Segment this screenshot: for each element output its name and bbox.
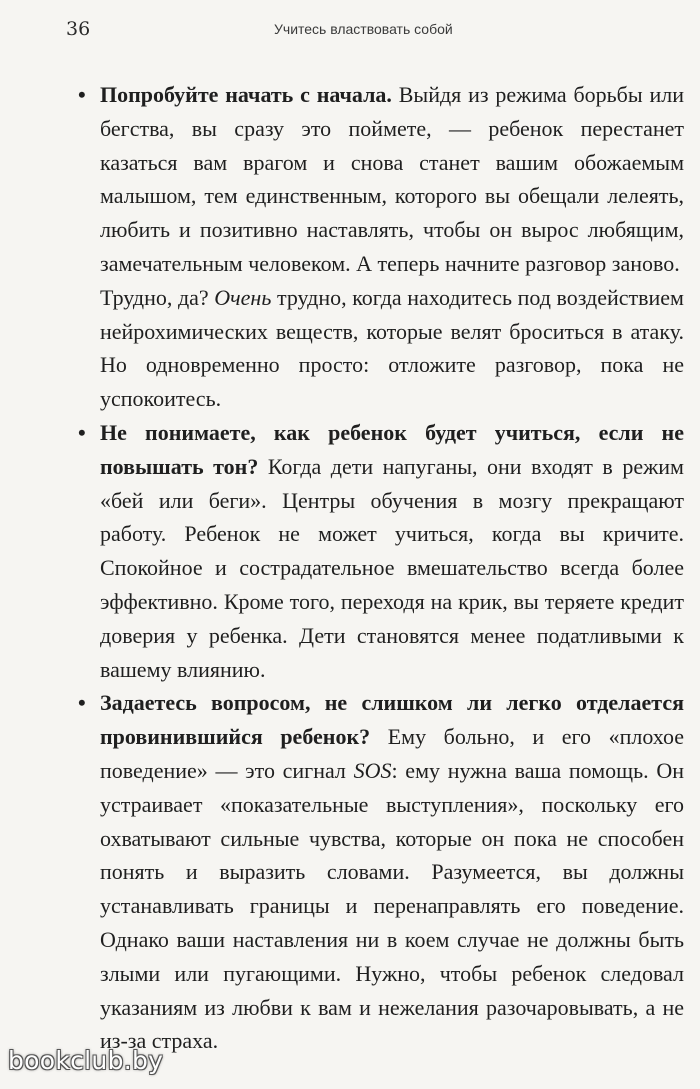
page-header [0,14,700,42]
bullet-text: Выйдя из режима борьбы или бегства, вы сразу это поймете, — ребенок перестанет казаться вам врагом и снова станет вашим обожаемым малышом, тем единственным, которого вы обещали лелеять, любить и позитивно наставлять, чтобы он вырос любящим, замечательным человеком. А теперь начните разговор заново. [100,82,684,276]
bullet-text-before: Ему больно, и его «плохое поведение» — это сигнал [100,724,684,783]
running-head: Учитесь властвовать собой [274,21,453,37]
bullet-paragraph [100,686,684,1058]
continuation-emphasis: Очень [214,284,272,310]
bullet-paragraph [100,78,684,281]
bullet-item [78,78,684,281]
bullet-marker: • [78,419,86,445]
continuation-text-before: Трудно, да? [100,284,215,310]
bullet-marker: • [78,82,86,107]
bullet-emphasis: SOS [353,757,392,783]
continuation-paragraph [78,281,684,416]
bullet-lead: Попробуйте начать с начала. [100,82,392,107]
page-body [78,78,684,1058]
watermark-text: bookclub.by [8,1046,164,1075]
bullet-paragraph [100,416,684,686]
bullet-text: Когда дети напуганы, они входят в режим «бей или беги». Центры обучения в мозгу прекращают работу. Ребенок не может учиться, когда вы кричите. Спокойное и сострадательное вмешательство всегда более эффективно. Кроме того, переходя на крик, вы теряете кредит доверия у ребенка. Дети становятся менее податливыми к вашему влиянию. [100,453,684,682]
page-number: 36 [66,18,91,40]
bullet-lead: Не понимаете, как ребенок будет учиться, если не повышать тон? [100,419,684,479]
bullet-item [78,686,684,1058]
bullet-lead: Задаетесь вопросом, не слишком ли легко отделается провинившийся ребенок? [100,690,684,750]
bullet-item [78,416,684,686]
bullet-text-after: : ему нужна ваша помощь. Он устраивает «показательные выступления», поскольку его охватывают сильные чувства, которые он пока не способен понять и выразить словами. Разумеется, вы должны устанавливать границы и перенаправлять его поведение. Однако ваши наставления ни в коем случае не должны быть злыми или пугающими. Нужно, чтобы ребенок следовал указаниям из любви к вам и нежелания разочаровывать, а не из-за страха. [100,757,684,1054]
continuation-text-after: трудно, когда находитесь под воздействием нейрохимических веществ, которые велят броситься в атаку. Но одновременно просто: отложите разговор, пока не успокоитесь. [100,284,684,412]
bullet-marker: • [78,690,86,716]
